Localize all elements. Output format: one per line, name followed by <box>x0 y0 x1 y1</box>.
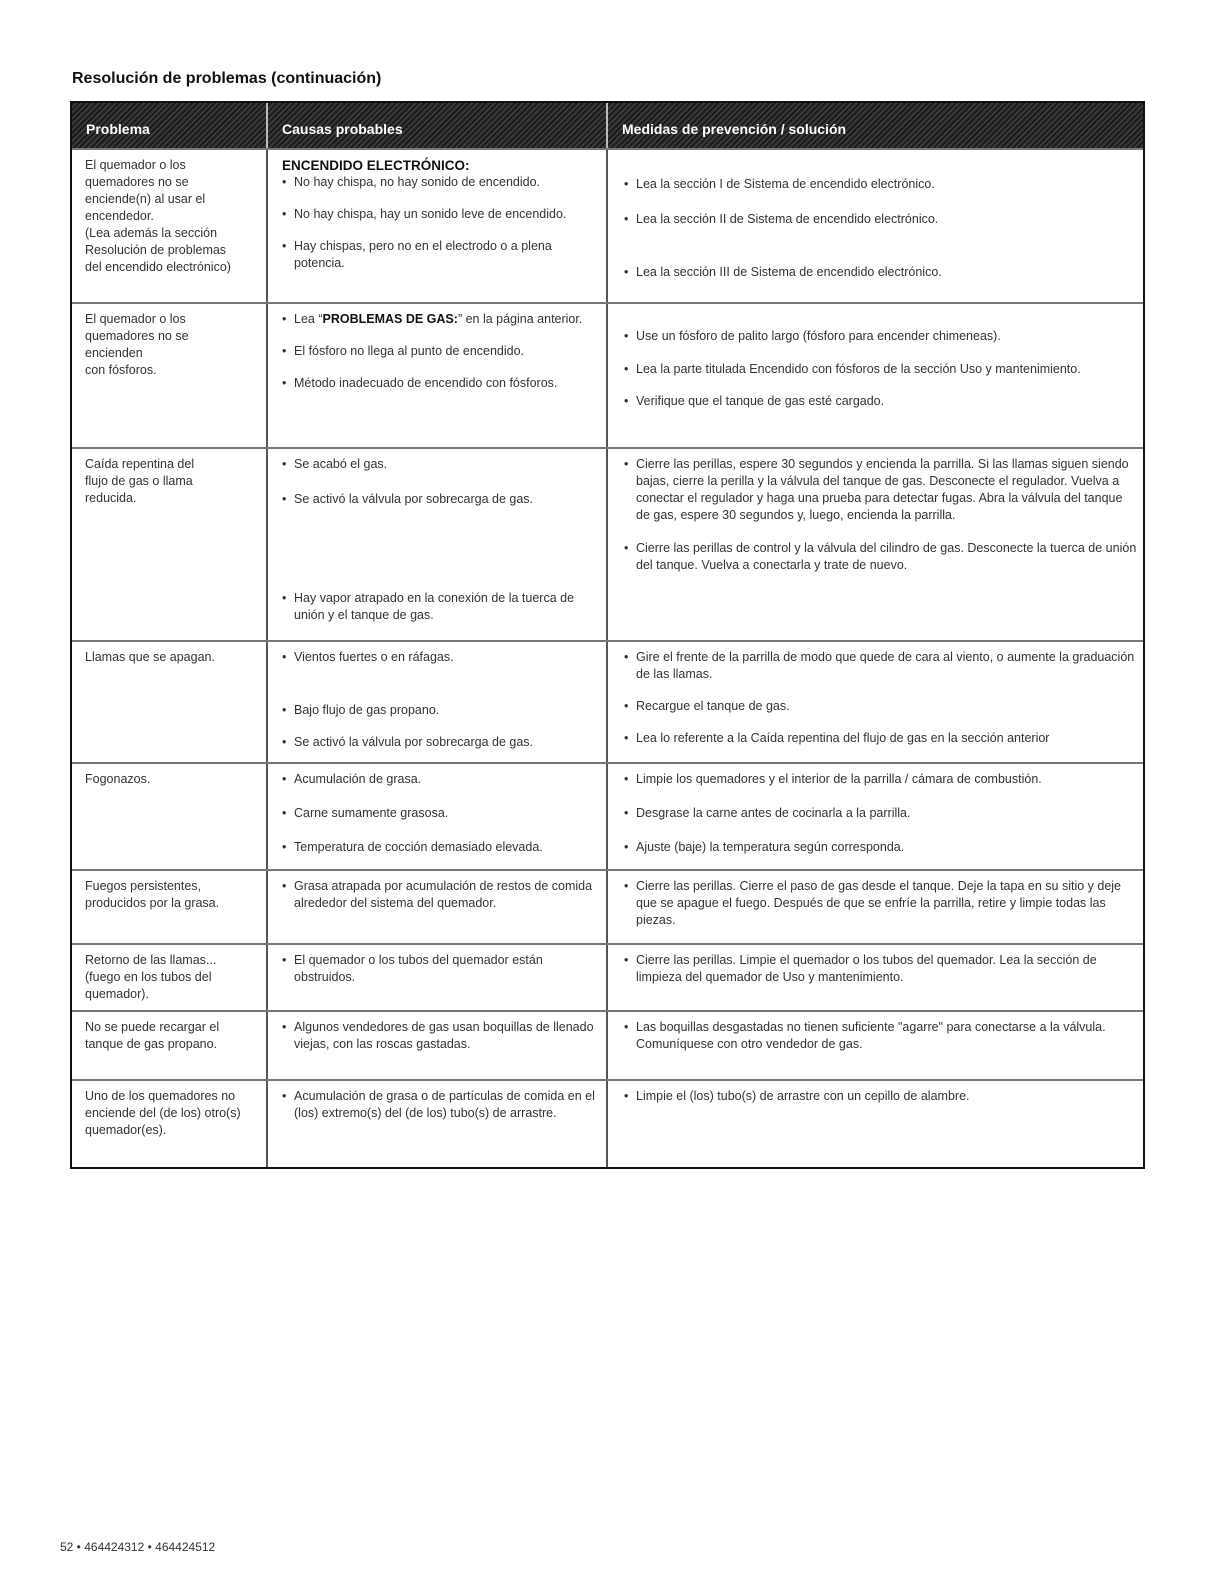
cause-item: • Hay vapor atrapado en la conexión de la tuerca de unión y el tanque de gas. <box>282 590 598 624</box>
cause-item: • Temperatura de cocción demasiado elevada. <box>282 839 598 856</box>
table-row <box>72 640 1143 762</box>
solutions-cell <box>608 945 1143 1010</box>
cause-item: • Grasa atrapada por acumulación de restos de comida alrededor del sistema del quemador. <box>282 878 598 912</box>
cause-item: • No hay chispa, no hay sonido de encendido. <box>282 174 598 191</box>
solution-item: • Lea la sección I de Sistema de encendido electrónico. <box>624 176 1139 193</box>
header-problem: Problema <box>72 103 268 148</box>
table-row <box>72 302 1143 447</box>
cause-item: • Se acabó el gas. <box>282 456 598 473</box>
problem-cell: Llamas que se apagan. <box>72 642 268 762</box>
cause-item: • El fósforo no llega al punto de encendido. <box>282 343 598 360</box>
table-row <box>72 1079 1143 1167</box>
cause-suffix: ” en la página anterior. <box>457 312 583 326</box>
cause-item: • Se activó la válvula por sobrecarga de gas. <box>282 734 598 751</box>
solution-item: • Lea lo referente a la Caída repentina del flujo de gas en la sección anterior <box>624 730 1139 747</box>
problem-cell: Fuegos persistentes, producidos por la grasa. <box>72 871 268 943</box>
solution-item: • Recargue el tanque de gas. <box>624 698 1139 715</box>
solution-item: • Desgrase la carne antes de cocinarla a la parrilla. <box>624 805 1139 822</box>
cause-heading: ENCENDIDO ELECTRÓNICO: <box>282 158 470 173</box>
solutions-cell <box>608 1081 1143 1167</box>
table-header <box>72 103 1143 148</box>
solution-item: • Lea la sección II de Sistema de encendido electrónico. <box>624 211 1139 228</box>
solution-item: • Limpie los quemadores y el interior de la parrilla / cámara de combustión. <box>624 771 1139 788</box>
table-row <box>72 1010 1143 1079</box>
causes-cell <box>268 449 608 640</box>
solution-item: • Use un fósforo de palito largo (fósforo para encender chimeneas). <box>624 328 1139 345</box>
solutions-cell <box>608 764 1143 869</box>
solutions-cell <box>608 1012 1143 1079</box>
solution-item: • Cierre las perillas. Cierre el paso de gas desde el tanque. Deje la tapa en su sitio y deje que se apague el fuego. Después de que se enfríe la parrilla, retire y limpie todas las piezas. <box>624 878 1139 929</box>
solution-item: • Gire el frente de la parrilla de modo que quede de cara al viento, o aumente la graduación de las llamas. <box>624 649 1139 683</box>
problem-cell: Uno de los quemadores no enciende del (de los) otro(s) quemador(es). <box>72 1081 268 1167</box>
cause-prefix: Lea “ <box>294 312 323 326</box>
causes-cell <box>268 150 608 302</box>
solution-item: • Verifique que el tanque de gas esté cargado. <box>624 393 1139 410</box>
solution-item: • Ajuste (baje) la temperatura según corresponda. <box>624 839 1139 856</box>
page-footer: 52 • 464424312 • 464424512 <box>60 1540 216 1554</box>
solutions-cell <box>608 642 1143 762</box>
solution-item: • Limpie el (los) tubo(s) de arrastre con un cepillo de alambre. <box>624 1088 1139 1105</box>
header-solutions: Medidas de prevención / solución <box>622 121 847 137</box>
cause-item: • Acumulación de grasa o de partículas de comida en el (los) extremo(s) del (de los) tubo(s) de arrastre. <box>282 1088 598 1122</box>
causes-cell <box>268 1081 608 1167</box>
page-title: Resolución de problemas (continuación) <box>72 70 382 87</box>
problem-cell: Retorno de las llamas... (fuego en los tubos del quemador). <box>72 945 268 1010</box>
cause-item: • Carne sumamente grasosa. <box>282 805 598 822</box>
cause-item: • Hay chispas, pero no en el electrodo o a plena potencia. <box>282 238 598 272</box>
table-row <box>72 869 1143 943</box>
causes-cell <box>268 871 608 943</box>
causes-cell <box>268 1012 608 1079</box>
cause-item: • Acumulación de grasa. <box>282 771 598 788</box>
table-row <box>72 148 1143 302</box>
cause-item <box>282 311 598 328</box>
solution-item: • Cierre las perillas. Limpie el quemador o los tubos del quemador. Lea la sección de limpieza del quemador de Uso y mantenimiento. <box>624 952 1139 986</box>
solutions-cell <box>608 304 1143 447</box>
table-row <box>72 447 1143 640</box>
problem-cell: Caída repentina del flujo de gas o llama reducida. <box>72 449 268 640</box>
causes-cell <box>268 764 608 869</box>
cause-item: • Se activó la válvula por sobrecarga de gas. <box>282 491 598 508</box>
table-row <box>72 762 1143 869</box>
cause-item: • No hay chispa, hay un sonido leve de encendido. <box>282 206 598 223</box>
solution-item: • Lea la parte titulada Encendido con fósforos de la sección Uso y mantenimiento. <box>624 361 1139 378</box>
cause-item: • Algunos vendedores de gas usan boquillas de llenado viejas, con las roscas gastadas. <box>282 1019 598 1053</box>
problem-cell: El quemador o los quemadores no se encienden con fósforos. <box>72 304 268 447</box>
causes-cell <box>268 642 608 762</box>
solutions-cell <box>608 449 1143 640</box>
problem-cell: Fogonazos. <box>72 764 268 869</box>
troubleshooting-table <box>70 101 1145 1169</box>
causes-cell <box>268 945 608 1010</box>
solution-item: • Cierre las perillas, espere 30 segundos y encienda la parrilla. Si las llamas siguen siendo bajas, cierre la perilla y la válvula del tanque de gas. Desconecte el regulador. Vuelva a conectar el regulador y haga una prueba para detectar fugas. Abra la válvula del tanque de gas, espere 30 segundos y, luego, encienda la parrilla. <box>624 456 1139 524</box>
solution-item: • Las boquillas desgastadas no tienen suficiente "agarre" para conectarse a la válvula. Comuníquese con otro vendedor de gas. <box>624 1019 1139 1053</box>
causes-cell <box>268 304 608 447</box>
cause-item: • Bajo flujo de gas propano. <box>282 702 598 719</box>
cause-item: • Vientos fuertes o en ráfagas. <box>282 649 598 666</box>
solution-item: • Lea la sección III de Sistema de encendido electrónico. <box>624 264 1139 281</box>
header-causes: Causas probables <box>268 103 608 148</box>
cause-item: • Método inadecuado de encendido con fósforos. <box>282 375 598 392</box>
cause-item: • El quemador o los tubos del quemador están obstruidos. <box>282 952 598 986</box>
table-row <box>72 943 1143 1010</box>
cause-bold: PROBLEMAS DE GAS: <box>322 312 458 326</box>
solutions-cell <box>608 150 1143 302</box>
solutions-cell <box>608 871 1143 943</box>
problem-cell: El quemador o los quemadores no se enciende(n) al usar el encendedor. (Lea además la sección Resolución de problemas del encendido electrónico) <box>72 150 268 302</box>
problem-cell: No se puede recargar el tanque de gas propano. <box>72 1012 268 1079</box>
solution-item: • Cierre las perillas de control y la válvula del cilindro de gas. Desconecte la tuerca de unión del tanque. Vuelva a conectarla y trate de nuevo. <box>624 540 1139 574</box>
